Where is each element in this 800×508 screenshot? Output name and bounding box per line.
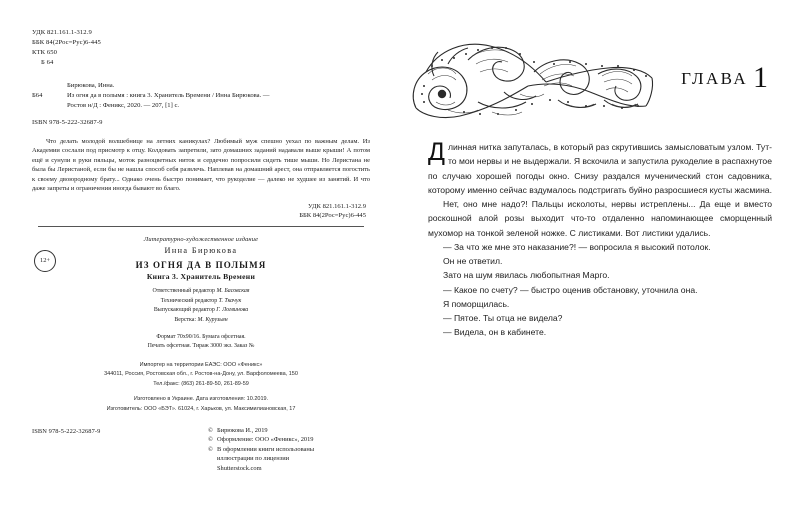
cip-line-2: Ростов н/Д : Феникс, 2020. — 207, [1] с. [67,101,180,109]
ktk-code: КТК 650 [32,49,58,57]
staff-name: Т. Ткачук [218,297,242,304]
print-spec-line: Печать офсетная. Тираж 3000 экз. Заказ № [147,343,255,350]
bbk-code: ББК 84(2Рос=Рус)6-445 [32,39,101,47]
udk-code: УДК 821.161.1-312.9 [32,29,92,36]
importer-line: Импортер на территории ЕАЭС: ООО «Феникс» [139,361,263,368]
staff-role: Выпускающий редактор [153,307,215,314]
cip-description [67,91,370,111]
staff-credit [32,287,370,297]
print-spec-line: Формат 70х90/16. Бумага офсетная. [156,333,246,340]
paragraph: — Пятое. Ты отца не видела? [443,313,563,324]
horizontal-rule [38,226,364,227]
paragraph: Нет, оно мне надо?! Пальцы исколоты, нервы истреплены... Да еще и вместо роскошной алой розы выходит что-то отдаленно напоминающее сморщенный мухомор на тонкой зеленой ножке. С листиками. Вот листики удались. [428,199,772,238]
staff-credit [32,316,370,326]
isbn-cip: ISBN 978-5-222-32687-9 [32,118,103,126]
edition-kind: Литературно-художественное издание [143,236,259,244]
cip-author: Бирюкова, Инна. [67,82,115,90]
staff-role: Верстка: [174,317,197,323]
copyright-icon: © [208,436,213,444]
paragraph: — Какое по счету? — быстро оценив обстановку, уточнила она. [443,284,698,295]
cip-sign: Б64 [32,91,43,99]
paragraph: — За что же мне это наказание?! — вопросила я высокий потолок. [443,241,711,252]
colophon [32,236,370,351]
cip-record [32,81,370,128]
paragraph [428,140,772,197]
age-rating-badge: 12+ [34,250,56,272]
chapter-header [428,20,776,140]
isbn-footer: ISBN 978-5-222-32687-9 [32,427,101,435]
staff-name: М. Басовская [216,288,250,295]
paragraph: — Видела, он в кабинете. [443,327,547,338]
paragraph: Я поморщилась. [443,298,510,309]
paragraph: Он не ответил. [443,256,503,267]
author-sign: Б 64 [41,59,54,67]
cip-description-row [32,91,370,111]
cip-line-1: Из огня да в полымя : книга 3. Хранитель Времени / Инна Бирюкова. — [67,91,270,99]
right-page-chapter-opener [400,0,800,508]
imprint-block [32,361,370,415]
staff-credit [32,306,370,316]
paragraph: Зато на шум явилась любопытная Марго. [443,270,610,281]
copyright-text: В оформлении книги использованы [217,445,315,453]
copyright-sub-line: иллюстрации по лицензии [217,455,290,463]
made-in-line: Изготовлено в Украине. Дата изготовления: 10.2019. [133,396,269,403]
copyright-text: Бирюкова И., 2019 [217,426,268,434]
staff-role: Технический редактор [160,297,218,304]
staff-name: Г. Логвинова [216,307,249,314]
copyright-source: Shutterstock.com [217,465,262,473]
copyright-text: Оформление: ООО «Феникс», 2019 [217,436,314,444]
bbk-code-repeat: ББК 84(2Рос=Рус)6-445 [299,212,366,220]
colophon-subtitle: Книга 3. Хранитель Времени [146,272,256,282]
paragraph-text: линная нитка запуталась, в который раз скрутившись замысловатым узлом. Тут-то мои нервы и не выдержали. Я вскочила и запустила рукоделие в распахнутое по случаю хорошей погоды окно. Снизу раздался мученический стон садовника, которому именно сейчас вздумалось подстригать буйно разросшиеся кусты жасмина. [428,142,772,195]
chapter-body-text [428,140,776,340]
paisley-ornament-icon [408,16,658,134]
copyright-list [208,426,370,474]
udk-code-repeat: УДК 821.161.1-312.9 [308,202,366,210]
manufacturer-line: Изготовитель: ООО «БЭТ». 61024, г. Харьков, ул. Максимилиановская, 17 [106,405,296,412]
staff-name: М. Курузьян [197,317,228,323]
classification-codes [32,28,370,68]
print-specs [32,333,370,352]
chapter-label-text: ГЛАВА [681,69,748,88]
colophon-title: ИЗ ОГНЯ ДА В ПОЛЫМЯ [135,260,267,271]
classification-codes-repeat [32,202,370,222]
staff-credit [32,297,370,307]
footer-legal [32,426,370,474]
address-line: 344011, Россия, Ростовская обл., г. Ростов-на-Дону, ул. Варфоломеева, 150 [104,371,298,378]
staff-credits [32,287,370,325]
drop-cap: Д [428,138,445,166]
copyright-row [208,426,370,436]
copyright-icon: © [208,426,213,434]
book-annotation: Что делать молодой волшебнице на летних каникулах? Любимый муж спешно уехал по важным делам. Из Академии сослали под присмотр к отцу. Колдовать запретили, зато домашних заданий надавали выше крыши! А потом ещё и сунули в руки пяльцы, моток разноцветных ниток и сердечно попросили сидеть тише мыши. Но Леристана не была бы Леристаной, если бы не нашла способ себя развлечь. Наплевав на домашний арест, она отправляется погостить к своему двоюродному брату... Однако очень быстро понимает, что рукоделие — далеко не худшее из занятий. И что даже запреты и ограничения иногда бывают во благо. [32,137,370,193]
chapter-heading [681,58,768,92]
phone-line: Тел./факс: (863) 261-89-50, 261-89-59 [153,381,249,388]
copyright-icon: © [208,445,213,453]
copyright-row [208,445,370,455]
colophon-author: Инна Бирюкова [164,246,238,256]
copyright-row [208,435,370,445]
chapter-number: 1 [753,61,768,94]
staff-role: Ответственный редактор [152,288,215,295]
